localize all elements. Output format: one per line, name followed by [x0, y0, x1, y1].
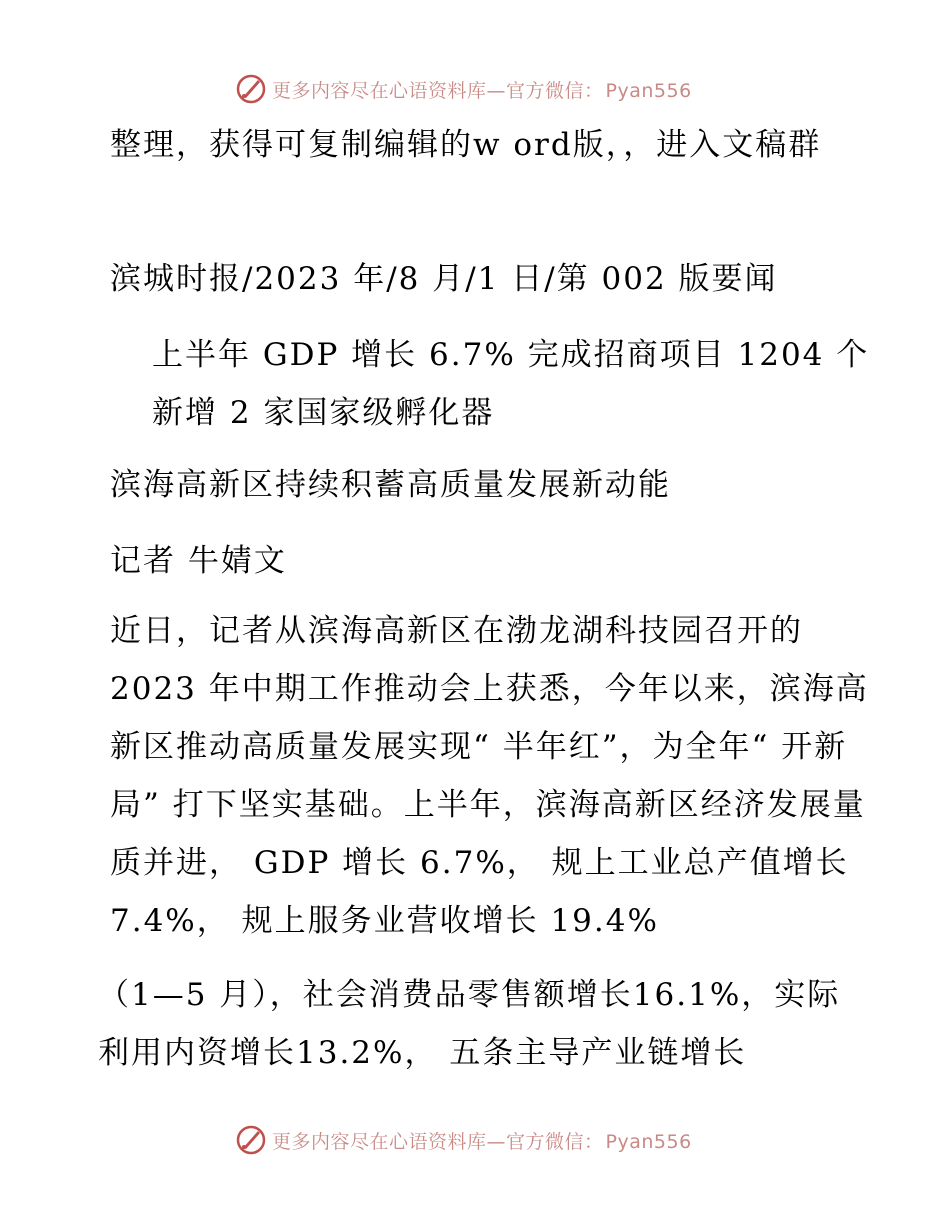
banner-wechat-id: Pyan556 — [605, 1130, 692, 1153]
quill-seal-icon — [234, 1123, 268, 1157]
article-title: 滨海高新区持续积蓄高质量发展新动能 — [110, 467, 671, 503]
body-paragraph: 近日，记者从滨海高新区在渤龙湖科技园召开的 2023 年中期工作推动会上获悉，今年以来，滨海高新区推动高质量发展实现“ 半年红”，为全年“ 开新局” 打下坚实基础。上半年，滨海高新区经济发展量质并进， GDP 增长 6.7%， 规上工业总产值增长 7.4%， 规上服务业营收增长 19.4% — [110, 613, 869, 939]
quill-seal-icon — [234, 72, 268, 106]
author-line: 记者 牛婧文 — [110, 543, 287, 579]
body-paragraph-continued: （1—5 月），社会消费品零售额增长16.1%，实际利用内资增长13.2%， 五条主导产业链增长 — [98, 977, 841, 1071]
banner-wechat-id: Pyan556 — [605, 79, 692, 102]
footer-banner — [234, 1123, 692, 1157]
intro-paragraph: 整理，获得可复制编辑的w ord版，，进入文稿群 — [110, 127, 822, 163]
source-line: 滨城时报/2023 年/8 月/1 日/第 002 版要闻 — [110, 261, 778, 297]
headline: 上半年 GDP 增长 6.7% 完成招商项目 1204 个 新增 2 家国家级孵化器 — [152, 337, 870, 431]
banner-label: 更多内容尽在心语资料库—官方微信： — [272, 79, 604, 102]
banner-label: 更多内容尽在心语资料库—官方微信： — [272, 1130, 604, 1153]
header-banner — [234, 72, 692, 106]
